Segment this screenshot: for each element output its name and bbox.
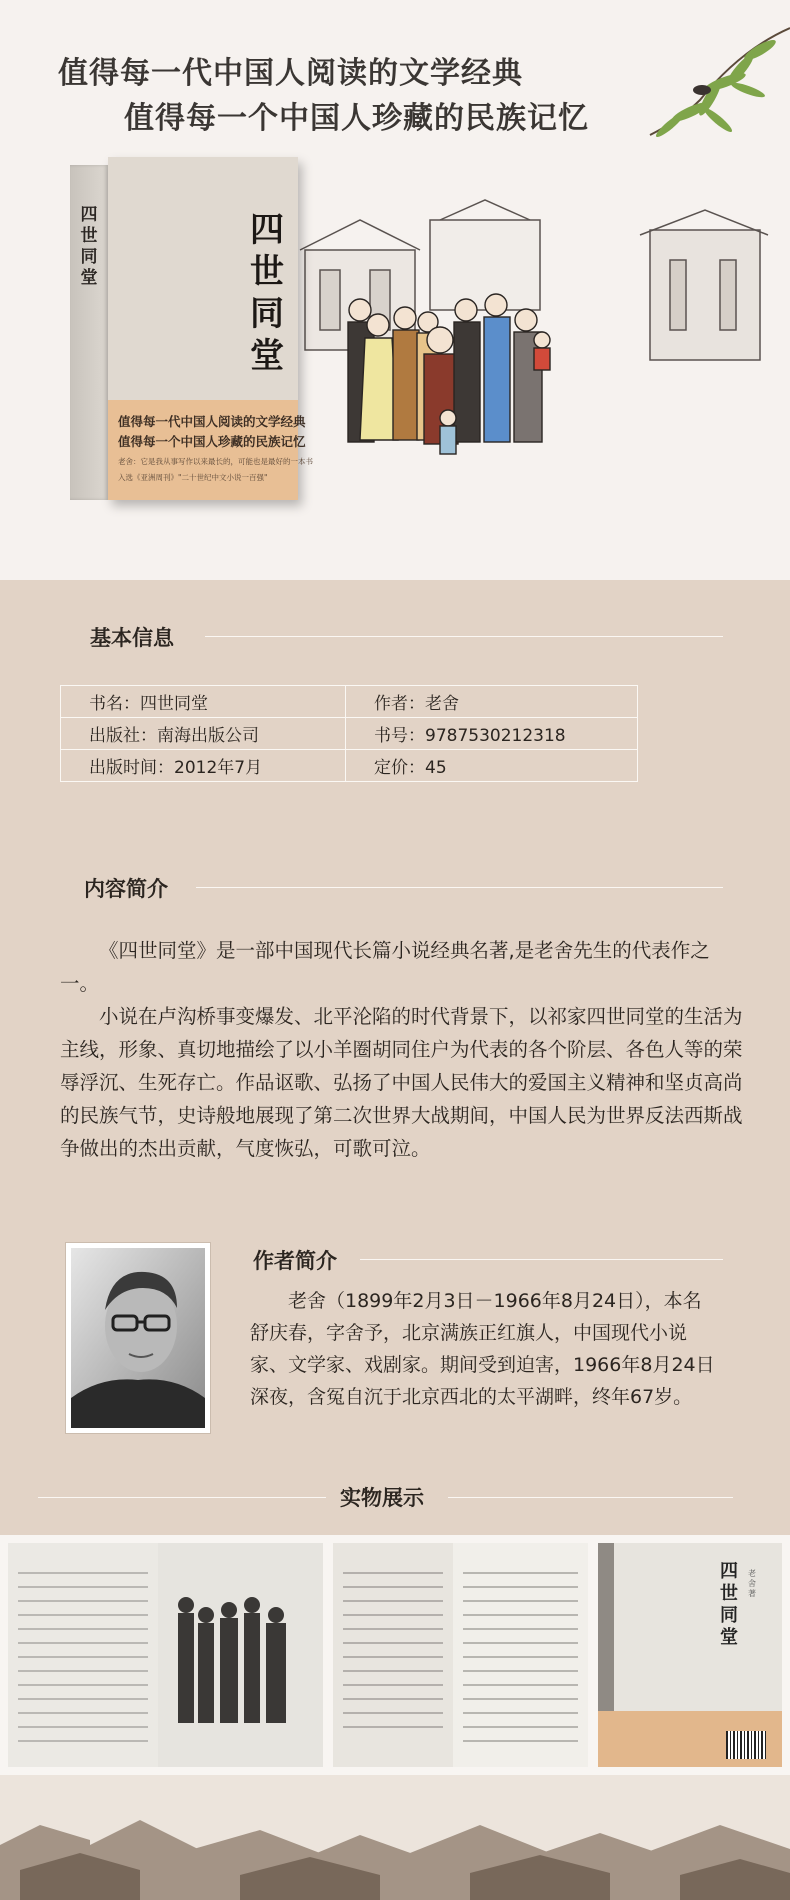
willow-branch-illustration: [640, 20, 790, 150]
table-cell: 书名：四世同堂: [61, 686, 346, 718]
table-row: [61, 718, 638, 750]
summary-paragraph-2: 小说在卢沟桥事变爆发、北平沦陷的时代背景下，以祁家四世同堂的生活为主线，形象、真切地描绘了以小羊圈胡同住户为代表的各个阶层、各色人等的荣辱浮沉、生死存亡。作品讴歌、弘扬了中国人民伟大的爱国主义精神和坚贞高尚的民族气节，史诗般地展现了第二次世界大战期间，中国人民为世界反法西斯战争做出的杰出贡献，气度恢弘，可歌可泣。: [60, 1005, 743, 1160]
book-spine: [70, 165, 108, 500]
author-portrait: [66, 1243, 210, 1433]
photo-open-book-text: [333, 1543, 588, 1767]
book-band-quote: 老舍：它是我从事写作以来最长的，可能也是最好的一本书: [118, 457, 313, 466]
gallery-rule-right: [448, 1497, 733, 1498]
gallery-rule-left: [38, 1497, 326, 1498]
book-spine-title: 四世同堂: [80, 205, 98, 288]
author-bio: 老舍（1899年2月3日－1966年8月24日），本名舒庆春，字舍予，北京满族正红旗人，中国现代小说家、文学家、戏剧家。期间受到迫害，1966年8月24日深夜，含冤自沉于北京西北的太平湖畔，终年67岁。: [250, 1290, 715, 1408]
table-cell: 出版时间：2012年7月: [61, 750, 346, 782]
barcode-icon: [726, 1731, 766, 1759]
gallery-heading: 实物展示: [340, 1485, 424, 1510]
table-cell: 出版社：南海出版公司: [61, 718, 346, 750]
basic-info-rule: [205, 636, 723, 637]
author-photo: [71, 1248, 205, 1428]
photo-book-author: 老舍 著: [748, 1569, 756, 1598]
photo-book-title: 四世同堂: [720, 1561, 738, 1648]
basic-info-table: [60, 685, 638, 782]
slogan-line-2: 值得每一个中国人珍藏的民族记忆: [124, 101, 589, 136]
book-cover-band: [108, 400, 313, 500]
book-cover: [108, 157, 313, 500]
book-product-image: [70, 165, 313, 500]
product-photos: [0, 1535, 790, 1775]
basic-info-heading: 基本信息: [90, 625, 174, 650]
slogan-line-1: 值得每一代中国人阅读的文学经典: [58, 56, 523, 91]
hero-banner: [0, 0, 790, 580]
summary-rule: [196, 887, 723, 888]
photo-open-book-illustration: [8, 1543, 323, 1767]
family-illustration: [290, 190, 770, 520]
summary-paragraph-1: 《四世同堂》是一部中国现代长篇小说经典名著,是老舍先生的代表作之一。: [60, 939, 710, 995]
book-band-line-2: 值得每一个中国人珍藏的民族记忆: [118, 434, 306, 449]
summary-heading: 内容简介: [84, 876, 168, 901]
table-cell: 书号：9787530212318: [346, 718, 638, 750]
table-cell: 作者：老舍: [346, 686, 638, 718]
table-row: [61, 686, 638, 718]
book-band-award: 入选《亚洲周刊》"二十世纪中文小说一百强": [118, 473, 268, 482]
table-cell: 定价：45: [346, 750, 638, 782]
book-band-line-1: 值得每一代中国人阅读的文学经典: [118, 414, 306, 429]
book-cover-title: 四世同堂: [250, 210, 284, 376]
photo-book-back: [598, 1543, 782, 1767]
author-rule: [360, 1259, 723, 1260]
footer-rooftops-illustration: [0, 1775, 790, 1900]
author-heading: 作者简介: [253, 1248, 337, 1273]
table-row: [61, 750, 638, 782]
